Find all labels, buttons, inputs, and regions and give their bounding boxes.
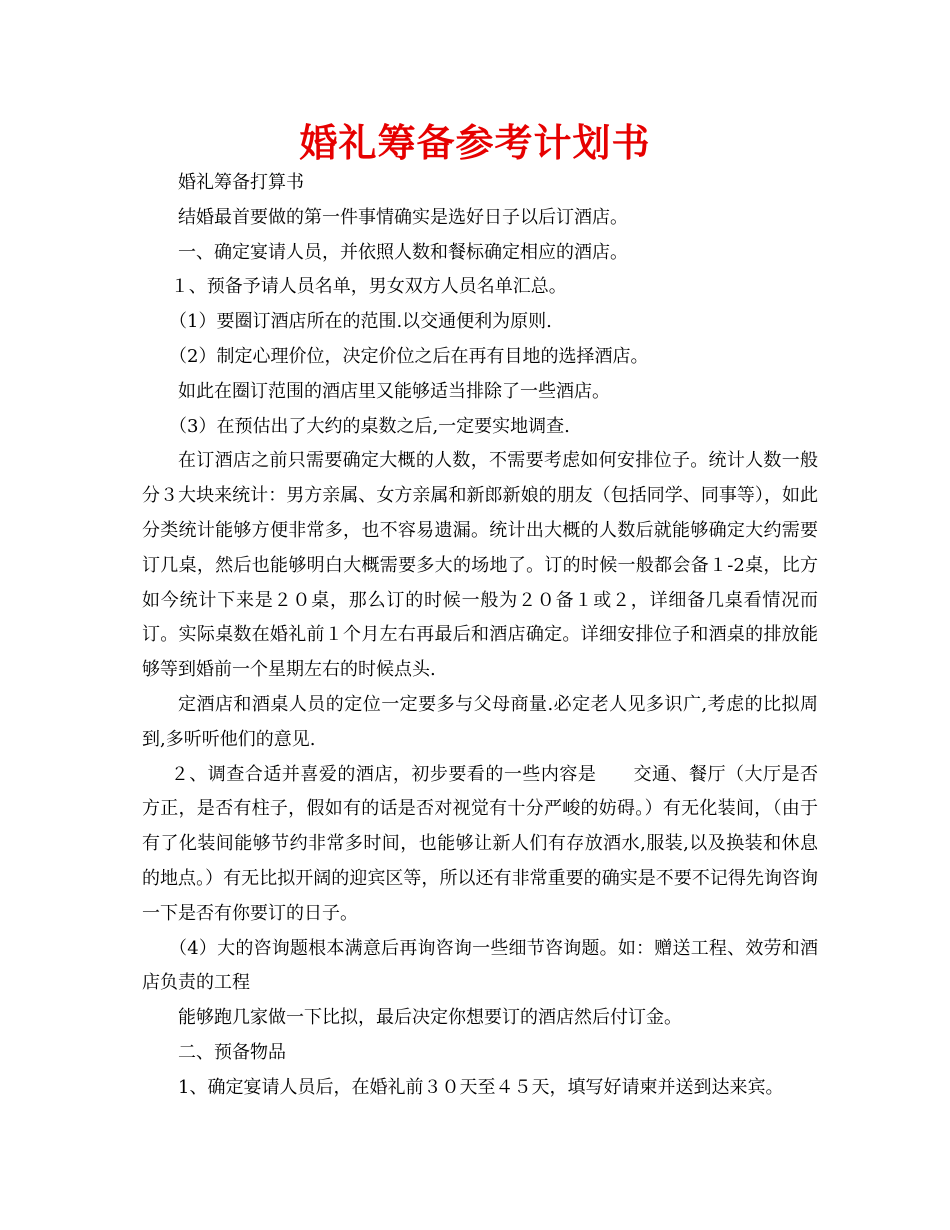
paragraph-invitations: 1、确定宴请人员后，在婚礼前３０天至４５天，填写好请柬并送到达来宾。	[178, 1076, 784, 1098]
paragraph-intro: 结婚最首要做的第一件事情确实是选好日子以后订酒店。	[178, 206, 628, 228]
paragraph-sub-1: （1）要圈订酒店所在的范围.以交通便利为原则.	[169, 311, 552, 333]
document-title: 婚礼筹备参考计划书	[299, 120, 651, 165]
paragraph-sub-2: （2）制定心理价位，决定价位之后在再有目地的选择酒店。	[169, 345, 649, 367]
paragraph-section-2-heading: 二、预备物品	[178, 1041, 286, 1063]
paragraph-item-1: １、预备予请人员名单，男女双方人员名单汇总。	[170, 276, 567, 298]
paragraph-item-2: ２、调查合适并喜爱的酒店，初步要看的一些内容是 交通、餐厅（大厅是否方正，是否有柱子，假如有的话是否对视觉有十分严峻的妨碍。）有无化装间，（由于有了化装间能够节约非常多时间，也能够让新人们有存放酒水,服装,以及换装和休息的地点。）有无比拟开阔的迎宾区等，所以还有非常重要的确实是不要不记得先询咨询一下是否有你要订的日子。	[142, 763, 818, 924]
paragraph-subtitle: 婚礼筹备打算书	[178, 172, 304, 193]
paragraph-sub-3: （3）在预估出了大约的桌数之后,一定要实地调查.	[169, 415, 570, 437]
paragraph-headcount: 在订酒店之前只需要确定大概的人数，不需要考虑如何安排位子。统计人数一般分３大块来统计：男方亲属、女方亲属和新郎新娘的朋友（包括同学、同事等），如此分类统计能够方便非常多，也不容易遗漏。统计出大概的人数后就能够确定大约需要订几桌，然后也能够明白大概需要多大的场地了。订的时候一般都会备１-2桌，比方如今统计下来是２０桌，那么订的时候一般为２０备１或２，详细备几桌看情况而订。实际桌数在婚礼前１个月左右再最后和酒店确定。详细安排位子和酒桌的排放能够等到婚前一个星期左右的时候点头.	[142, 450, 818, 681]
paragraph-section-1-heading: 一、确定宴请人员，并依照人数和餐标确定相应的酒店。	[178, 241, 628, 263]
paragraph-note-1: 如此在圈订范围的酒店里又能够适当排除了一些酒店。	[178, 380, 610, 402]
document-body	[142, 166, 818, 1106]
paragraph-sub-4: （4）大的咨询题根本满意后再询咨询一些细节咨询题。如：赠送工程、效劳和酒店负责的工程	[142, 937, 818, 994]
paragraph-compare: 能够跑几家做一下比拟，最后决定你想要订的酒店然后付订金。	[178, 1007, 682, 1029]
paragraph-parents: 定酒店和酒桌人员的定位一定要多与父母商量.必定老人见多识广,考虑的比拟周到,多听听他们的意见.	[142, 693, 818, 750]
